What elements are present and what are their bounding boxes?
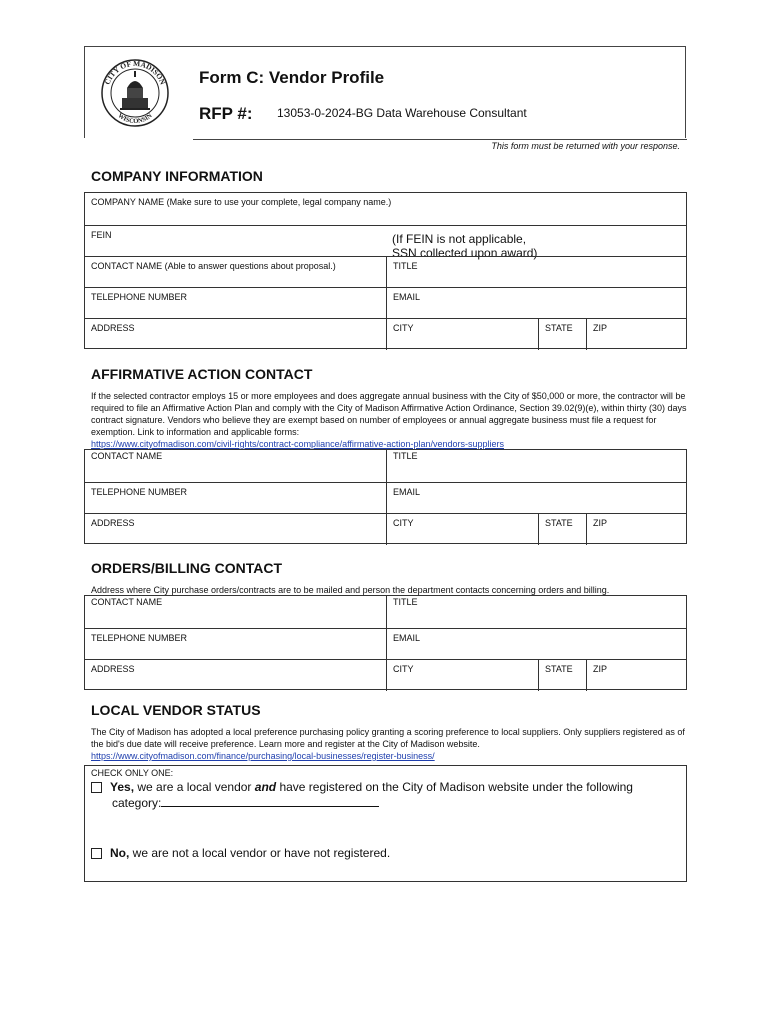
telephone-field[interactable]: [85, 288, 386, 319]
company-name-label: COMPANY NAME (Make sure to use your complete, legal company name.): [91, 197, 392, 207]
aa-telephone-label: TELEPHONE NUMBER: [91, 487, 188, 497]
telephone-label: TELEPHONE NUMBER: [91, 292, 188, 302]
billing-telephone-field[interactable]: [85, 629, 386, 660]
contact-name-field[interactable]: [85, 257, 386, 288]
state-field[interactable]: [538, 319, 586, 350]
billing-email-field[interactable]: [386, 629, 686, 660]
billing-title-field[interactable]: [386, 596, 686, 628]
zip-label: ZIP: [593, 323, 608, 333]
billing-address-field[interactable]: [85, 660, 386, 691]
address-label: ADDRESS: [91, 323, 135, 333]
aa-address-label: ADDRESS: [91, 518, 135, 528]
email-field[interactable]: [386, 288, 686, 319]
address-field[interactable]: [85, 319, 386, 350]
no-checkbox[interactable]: [91, 848, 102, 859]
local-paragraph: [91, 726, 687, 762]
option-no: [91, 846, 390, 860]
fein-row[interactable]: [85, 225, 686, 260]
yes-text-a: we are a local vendor: [134, 780, 255, 794]
affirmative-link[interactable]: https://www.cityofmadison.com/civil-rights/contract-compliance/affirmative-action-plan/vendors-suppliers: [91, 439, 504, 449]
phone-email-row: [85, 287, 686, 319]
address-row: [85, 318, 686, 350]
local-link[interactable]: https://www.cityofmadison.com/finance/purchasing/local-businesses/register-business/: [91, 751, 435, 761]
aa-title-label: TITLE: [393, 451, 418, 461]
check-only-one-label: CHECK ONLY ONE:: [91, 768, 174, 778]
city-label: CITY: [393, 323, 414, 333]
affirmative-contact-table: [84, 449, 687, 544]
seal-text-bottom: WISCONSIN: [116, 112, 154, 126]
aa-contact-name-label: CONTACT NAME: [91, 451, 163, 461]
billing-state-label: STATE: [545, 664, 573, 674]
yes-text-b: have registered on the City of Madison website under the following: [276, 780, 633, 794]
aa-address-row: [85, 513, 686, 545]
company-name-row[interactable]: [85, 193, 686, 225]
category-blank-field[interactable]: [161, 795, 379, 807]
aa-zip-label: ZIP: [593, 518, 608, 528]
billing-title-label: TITLE: [393, 597, 418, 607]
company-section-title: COMPANY INFORMATION: [91, 168, 263, 184]
affirmative-section-title: AFFIRMATIVE ACTION CONTACT: [91, 366, 313, 382]
aa-contact-row: [85, 450, 686, 482]
option-yes: [91, 780, 681, 811]
rfp-label: RFP #:: [199, 104, 253, 123]
aa-city-field[interactable]: [386, 514, 538, 545]
contact-row: [85, 256, 686, 288]
header-divider: [193, 139, 687, 140]
contact-name-label: CONTACT NAME (Able to answer questions about proposal.): [91, 261, 336, 271]
no-bold: No,: [110, 846, 130, 860]
affirmative-text: If the selected contractor employs 15 or more employees and does aggregate annual business with the City of $50,000 or more, the contractor will be required to file an Affirmative Action Plan and comply with the City of Madison Affirmative Action Ordinance, Section 39.02(9)(e), within thirty (30) days contract signature. Vendors who believe they are exempt based on number of employees or annual aggregate business must file a request for exemption. Link to information and applicable forms:: [91, 391, 687, 437]
seal-text-top: CITY OF MADISON: [102, 58, 168, 86]
aa-zip-field[interactable]: [586, 514, 686, 545]
billing-contact-table: [84, 595, 687, 690]
billing-address-row: [85, 659, 686, 691]
billing-zip-field[interactable]: [586, 660, 686, 691]
return-note: This form must be returned with your response.: [491, 141, 680, 151]
billing-telephone-label: TELEPHONE NUMBER: [91, 633, 188, 643]
affirmative-paragraph: [91, 390, 687, 450]
aa-city-label: CITY: [393, 518, 414, 528]
billing-contact-row: [85, 596, 686, 628]
billing-zip-label: ZIP: [593, 664, 608, 674]
billing-contact-name-label: CONTACT NAME: [91, 597, 163, 607]
billing-state-field[interactable]: [538, 660, 586, 691]
city-field[interactable]: [386, 319, 538, 350]
title-field[interactable]: [386, 257, 686, 288]
title-label: TITLE: [393, 261, 418, 271]
aa-telephone-field[interactable]: [85, 483, 386, 514]
fein-note-line-1: (If FEIN is not applicable,: [392, 232, 527, 246]
billing-address-label: ADDRESS: [91, 664, 135, 674]
local-section-title: LOCAL VENDOR STATUS: [91, 702, 261, 718]
billing-phone-email-row: [85, 628, 686, 660]
billing-contact-name-field[interactable]: [85, 596, 386, 628]
yes-emphasis: and: [254, 780, 277, 794]
billing-email-label: EMAIL: [393, 633, 421, 643]
fein-label: FEIN: [91, 230, 112, 240]
aa-state-label: STATE: [545, 518, 573, 528]
aa-contact-name-field[interactable]: [85, 450, 386, 482]
billing-section-title: ORDERS/BILLING CONTACT: [91, 560, 283, 576]
aa-title-field[interactable]: [386, 450, 686, 482]
yes-text-c: category:: [112, 796, 162, 810]
aa-state-field[interactable]: [538, 514, 586, 545]
aa-email-label: EMAIL: [393, 487, 421, 497]
zip-field[interactable]: [586, 319, 686, 350]
local-vendor-box: [84, 765, 687, 882]
aa-email-field[interactable]: [386, 483, 686, 514]
city-seal-logo: [100, 58, 170, 128]
rfp-value: 13053-0-2024-BG Data Warehouse Consultant: [277, 106, 527, 120]
billing-city-field[interactable]: [386, 660, 538, 691]
state-label: STATE: [545, 323, 573, 333]
aa-address-field[interactable]: [85, 514, 386, 545]
form-title: Form C: Vendor Profile: [199, 68, 385, 87]
yes-checkbox[interactable]: [91, 782, 102, 793]
company-info-table: [84, 192, 687, 349]
aa-phone-email-row: [85, 482, 686, 514]
yes-bold: Yes,: [110, 780, 135, 794]
billing-city-label: CITY: [393, 664, 414, 674]
billing-paragraph: Address where City purchase orders/contracts are to be mailed and person the department contacts concerning orders and billing.: [91, 585, 610, 595]
email-label: EMAIL: [393, 292, 421, 302]
header-box: [84, 46, 686, 138]
fein-note-line-2: SSN collected upon award): [392, 246, 538, 260]
local-text: The City of Madison has adopted a local preference purchasing policy granting a scoring preference to local suppliers. Only suppliers registered as of the bid's due date will receive preference. Learn more and register at the City of Madison website.: [91, 727, 685, 749]
no-text: we are not a local vendor or have not registered.: [129, 846, 391, 860]
